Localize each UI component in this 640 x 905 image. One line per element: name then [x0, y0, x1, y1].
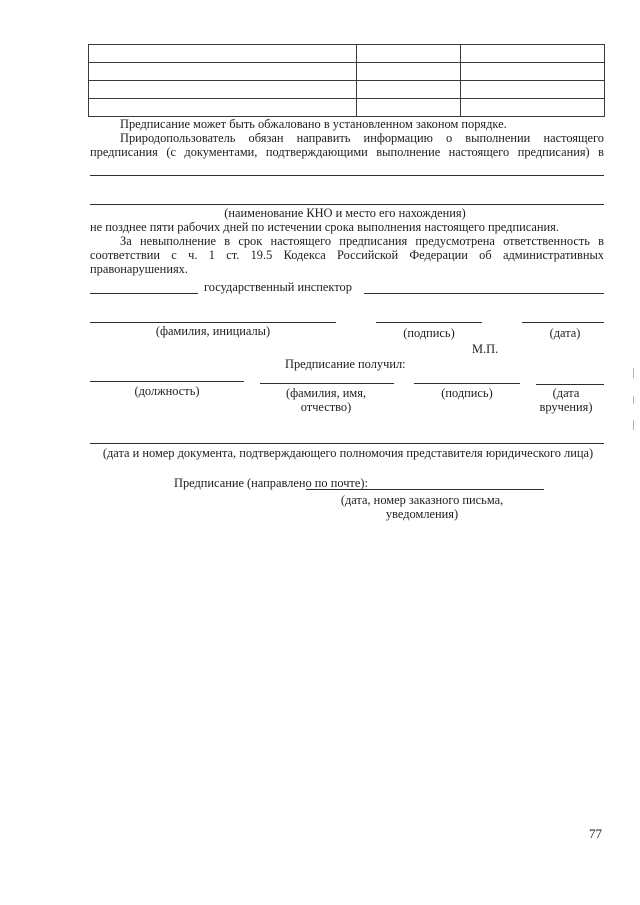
inspector-prefix-line [90, 293, 198, 294]
rep-doc-line [90, 443, 604, 444]
stamp-place: М.П. [472, 342, 499, 356]
rep-doc-caption: (дата и номер документа, подтверждающего полномочия представителя юридического лица) [102, 446, 594, 460]
fullname-caption: (фамилия, имя, отчество) [285, 386, 367, 414]
violations-table-tail [88, 44, 605, 117]
liability-line1: За невыполнение в срок настоящего предписания предусмотрена ответственность в [120, 234, 604, 248]
table-row [89, 81, 605, 99]
kno-fill-line-1 [90, 175, 604, 176]
table-cell [357, 99, 461, 117]
table-cell [89, 99, 357, 117]
table-cell [461, 99, 605, 117]
table-cell [461, 81, 605, 99]
table-cell [357, 63, 461, 81]
table-cell [461, 63, 605, 81]
fio-caption: (фамилия, инициалы) [155, 324, 271, 338]
table-cell [357, 81, 461, 99]
received-label: Предписание получил: [285, 357, 406, 371]
letter-caption: (дата, номер заказного письма, уведомления) [340, 493, 504, 521]
date-line [522, 322, 604, 323]
scan-speck [633, 420, 634, 430]
sign2-line [414, 383, 520, 384]
handover-date-caption: (дата вручения) [539, 386, 593, 414]
sign2-caption: (подпись) [441, 386, 493, 400]
sent-by-mail-label: Предписание (направлено по почте): [174, 476, 368, 490]
table-cell [89, 81, 357, 99]
page-number: 77 [589, 826, 602, 841]
kno-fill-line-2 [90, 204, 604, 205]
letter-line [306, 489, 544, 490]
table-row [89, 45, 605, 63]
handover-date-line [536, 384, 604, 385]
position-caption: (должность) [134, 384, 200, 398]
fullname-line [260, 383, 394, 384]
table-row [89, 63, 605, 81]
liability-line3: правонарушениях. [90, 262, 188, 276]
kno-caption: (наименование КНО и место его нахождения) [224, 206, 466, 220]
position-line [90, 381, 244, 382]
sign-caption: (подпись) [403, 326, 455, 340]
table-cell [89, 45, 357, 63]
table-row [89, 99, 605, 117]
scan-speck [633, 396, 634, 404]
table-cell [357, 45, 461, 63]
scan-speck [633, 368, 634, 378]
table-cell [89, 63, 357, 81]
sign-line [376, 322, 482, 323]
inspector-label: государственный инспектор [204, 280, 352, 294]
date-caption: (дата) [549, 326, 581, 340]
liability-line2: соответствии с ч. 1 ст. 19.5 Кодекса Российской Федерации об административных [90, 248, 604, 262]
deadline-text: не позднее пяти рабочих дней по истечении срока выполнения настоящего предписания. [90, 220, 559, 234]
inspector-name-line [364, 293, 604, 294]
table-cell [461, 45, 605, 63]
obliged-text-line2: предписания (с документами, подтверждающими выполнение настоящего предписания) в [90, 145, 604, 159]
obliged-text-line1: Природопользователь обязан направить информацию о выполнении настоящего [120, 131, 604, 145]
appeal-text: Предписание может быть обжаловано в установленном законом порядке. [120, 117, 507, 131]
fio-line [90, 322, 336, 323]
